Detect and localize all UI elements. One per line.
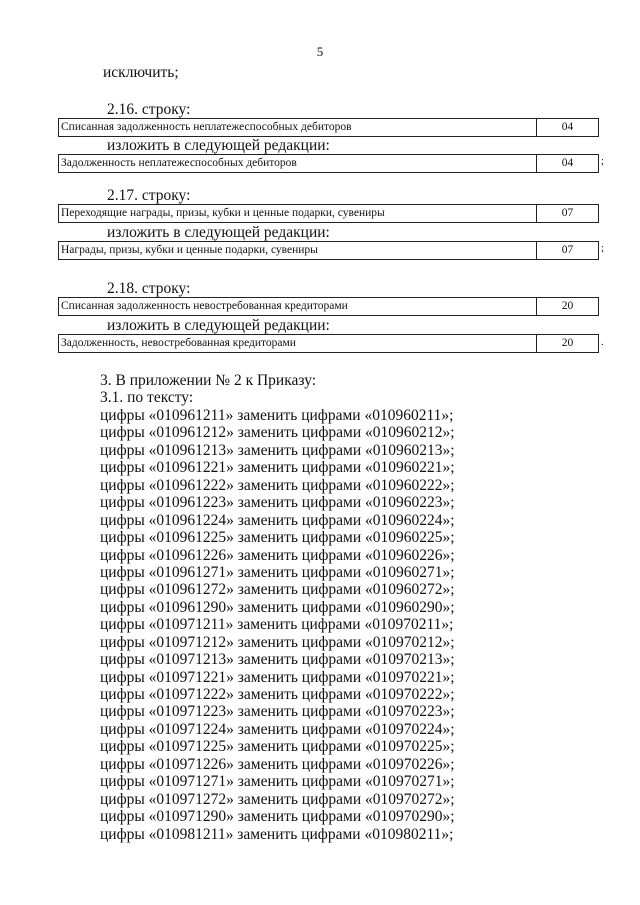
- row-trail: .: [601, 336, 604, 348]
- row-code: 04: [536, 155, 598, 172]
- old-row: [58, 118, 599, 137]
- replacement-item: цифры «010961221» заменить цифрами «010960221»;: [100, 459, 455, 477]
- replacement-item: цифры «010961224» заменить цифрами «010960224»;: [100, 511, 455, 529]
- replacement-item: цифры «010961222» заменить цифрами «010960222»;: [100, 476, 455, 494]
- row-name: Задолженность, невостребованная кредиторами: [61, 337, 296, 349]
- sub-heading: 3.1. по тексту:: [100, 389, 194, 406]
- section-heading: 2.16. строку:: [107, 101, 191, 118]
- replacement-item: цифры «010971212» заменить цифрами «010970212»;: [100, 633, 455, 651]
- row-name: Награды, призы, кубки и ценные подарки, сувениры: [61, 244, 318, 256]
- replacement-item: цифры «010961223» заменить цифрами «010960223»;: [100, 494, 455, 512]
- appendix-heading: 3. В приложении № 2 к Приказу:: [100, 372, 317, 389]
- new-row: [58, 334, 599, 353]
- row-name: Списанная задолженность невостребованная кредиторами: [61, 300, 348, 312]
- replacement-item: цифры «010971221» заменить цифрами «010970221»;: [100, 668, 455, 686]
- replacement-item: цифры «010961226» заменить цифрами «010960226»;: [100, 546, 455, 564]
- replacement-item: цифры «010961212» заменить цифрами «010960212»;: [100, 424, 455, 442]
- new-row: [58, 241, 599, 260]
- new-row: [58, 154, 599, 173]
- replace-label: изложить в следующей редакции:: [107, 137, 330, 154]
- replacement-item: цифры «010961290» заменить цифрами «010960290»;: [100, 598, 455, 616]
- row-code: 20: [536, 335, 598, 352]
- page-number: 5: [316, 44, 324, 59]
- replacement-item: цифры «010961213» заменить цифрами «010960213»;: [100, 441, 455, 459]
- replacement-item: цифры «010971271» заменить цифрами «010970271»;: [100, 773, 455, 791]
- replacement-list: [100, 407, 455, 843]
- replacement-item: цифры «010971226» заменить цифрами «010970226»;: [100, 755, 455, 773]
- replacement-item: цифры «010971290» заменить цифрами «010970290»;: [100, 808, 455, 826]
- replace-label: изложить в следующей редакции:: [107, 224, 330, 241]
- old-row: [58, 204, 599, 223]
- replacement-item: цифры «010961272» заменить цифрами «010960272»;: [100, 581, 455, 599]
- row-name: Задолженность неплатежеспособных дебиторов: [61, 157, 297, 169]
- replacement-item: цифры «010981211» заменить цифрами «010980211»;: [100, 825, 454, 843]
- replace-label: изложить в следующей редакции:: [107, 317, 330, 334]
- row-trail: ;: [601, 242, 605, 254]
- row-code: 07: [536, 205, 598, 222]
- replacement-item: цифры «010961211» заменить цифрами «010960211»;: [100, 407, 454, 424]
- section-heading: 2.17. строку:: [107, 187, 191, 204]
- row-name: Переходящие награды, призы, кубки и ценные подарки, сувениры: [61, 207, 385, 219]
- intro-text: исключить;: [103, 64, 179, 81]
- row-code: 04: [536, 119, 598, 136]
- row-trail: ;: [601, 155, 605, 167]
- row-name: Списанная задолженность неплатежеспособных дебиторов: [61, 121, 352, 133]
- row-code: 07: [536, 242, 598, 259]
- section-heading: 2.18. строку:: [107, 280, 191, 297]
- replacement-item: цифры «010971224» заменить цифрами «010970224»;: [100, 720, 455, 738]
- replacement-item: цифры «010971213» заменить цифрами «010970213»;: [100, 651, 455, 669]
- replacement-item: цифры «010961271» заменить цифрами «010960271»;: [100, 563, 455, 581]
- replacement-item: цифры «010971225» заменить цифрами «010970225»;: [100, 738, 455, 756]
- old-row: [58, 297, 599, 316]
- replacement-item: цифры «010961225» заменить цифрами «010960225»;: [100, 529, 455, 547]
- replacement-item: цифры «010971272» заменить цифрами «010970272»;: [100, 790, 455, 808]
- replacement-item: цифры «010971222» заменить цифрами «010970222»;: [100, 686, 455, 703]
- replacement-item: цифры «010971223» заменить цифрами «010970223»;: [100, 703, 455, 721]
- row-code: 20: [536, 298, 598, 315]
- replacement-item: цифры «010971211» заменить цифрами «010970211»;: [100, 616, 454, 634]
